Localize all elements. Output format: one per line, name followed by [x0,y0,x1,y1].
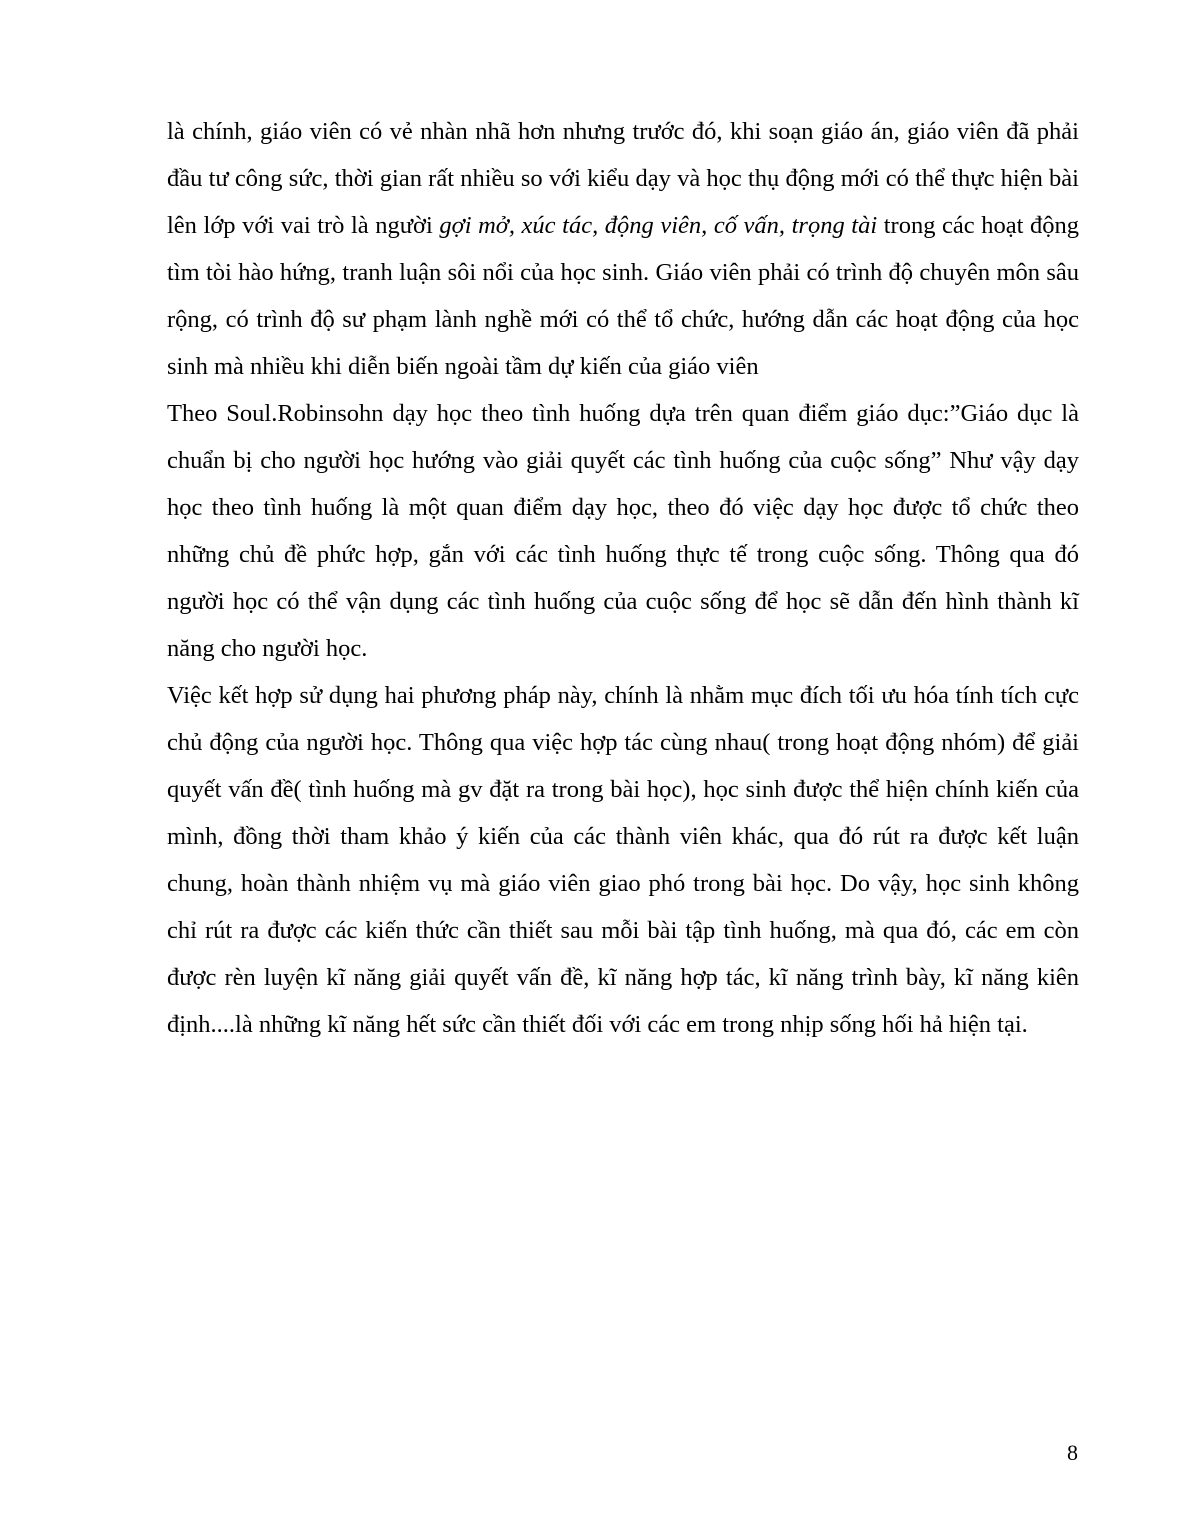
document-body [167,108,1079,1048]
paragraph-2: Theo Soul.Robinsohn dạy học theo tình huống dựa trên quan điểm giáo dục:”Giáo dục là chuẩn bị cho người học hướng vào giải quyết các tình huống của cuộc sống” Như vậy dạy học theo tình huống là một quan điểm dạy học, theo đó việc dạy học được tổ chức theo những chủ đề phức hợp, gắn với các tình huống thực tế trong cuộc sống. Thông qua đó người học có thể vận dụng các tình huống của cuộc sống để học sẽ dẫn đến hình thành kĩ năng cho người học. [167,400,1079,662]
paragraph-1-text-b: trong các hoạt động tìm tòi hào hứng, tranh luận sôi nổi của học sinh. Giáo viên phải có trình độ chuyên môn sâu rộng, có trình độ sư phạm lành nghề mới có thể tổ chức, hướng dẫn các hoạt động của học sinh mà nhiều khi diễn biến ngoài tầm dự kiến của giáo viên [167,212,1080,380]
paragraph-1-text-a: là chính, giáo viên có vẻ nhàn nhã hơn nhưng trước đó, khi soạn giáo án, giáo viên đã phải đầu tư công sức, thời gian rất nhiều so với kiểu dạy và học thụ động mới có thể thực hiện bài lên lớp với vai trò là người [167,118,1079,239]
paragraph-1 [167,108,1079,390]
page-number: 8 [1067,1440,1078,1465]
paragraph-3: Việc kết hợp sử dụng hai phương pháp này, chính là nhằm mục đích tối ưu hóa tính tích cực chủ động của người học. Thông qua việc hợp tác cùng nhau( trong hoạt động nhóm) để giải quyết vấn đề( tình huống mà gv đặt ra trong bài học), học sinh được thể hiện chính kiến của mình, đồng thời tham khảo ý kiến của các thành viên khác, qua đó rút ra được kết luận chung, hoàn thành nhiệm vụ mà giáo viên giao phó trong bài học. Do vậy, học sinh không chỉ rút ra được các kiến thức cần thiết sau mỗi bài tập tình huống, mà qua đó, các em còn được rèn luyện kĩ năng giải quyết vấn đề, kĩ năng hợp tác, kĩ năng trình bày, kĩ năng kiên định....là những kĩ năng hết sức cần thiết đối với các em trong nhịp sống hối hả hiện tại. [167,682,1079,1038]
paragraph-1-italic-roles: gợi mở, xúc tác, động viên, cố vấn, trọng tài [439,212,878,239]
